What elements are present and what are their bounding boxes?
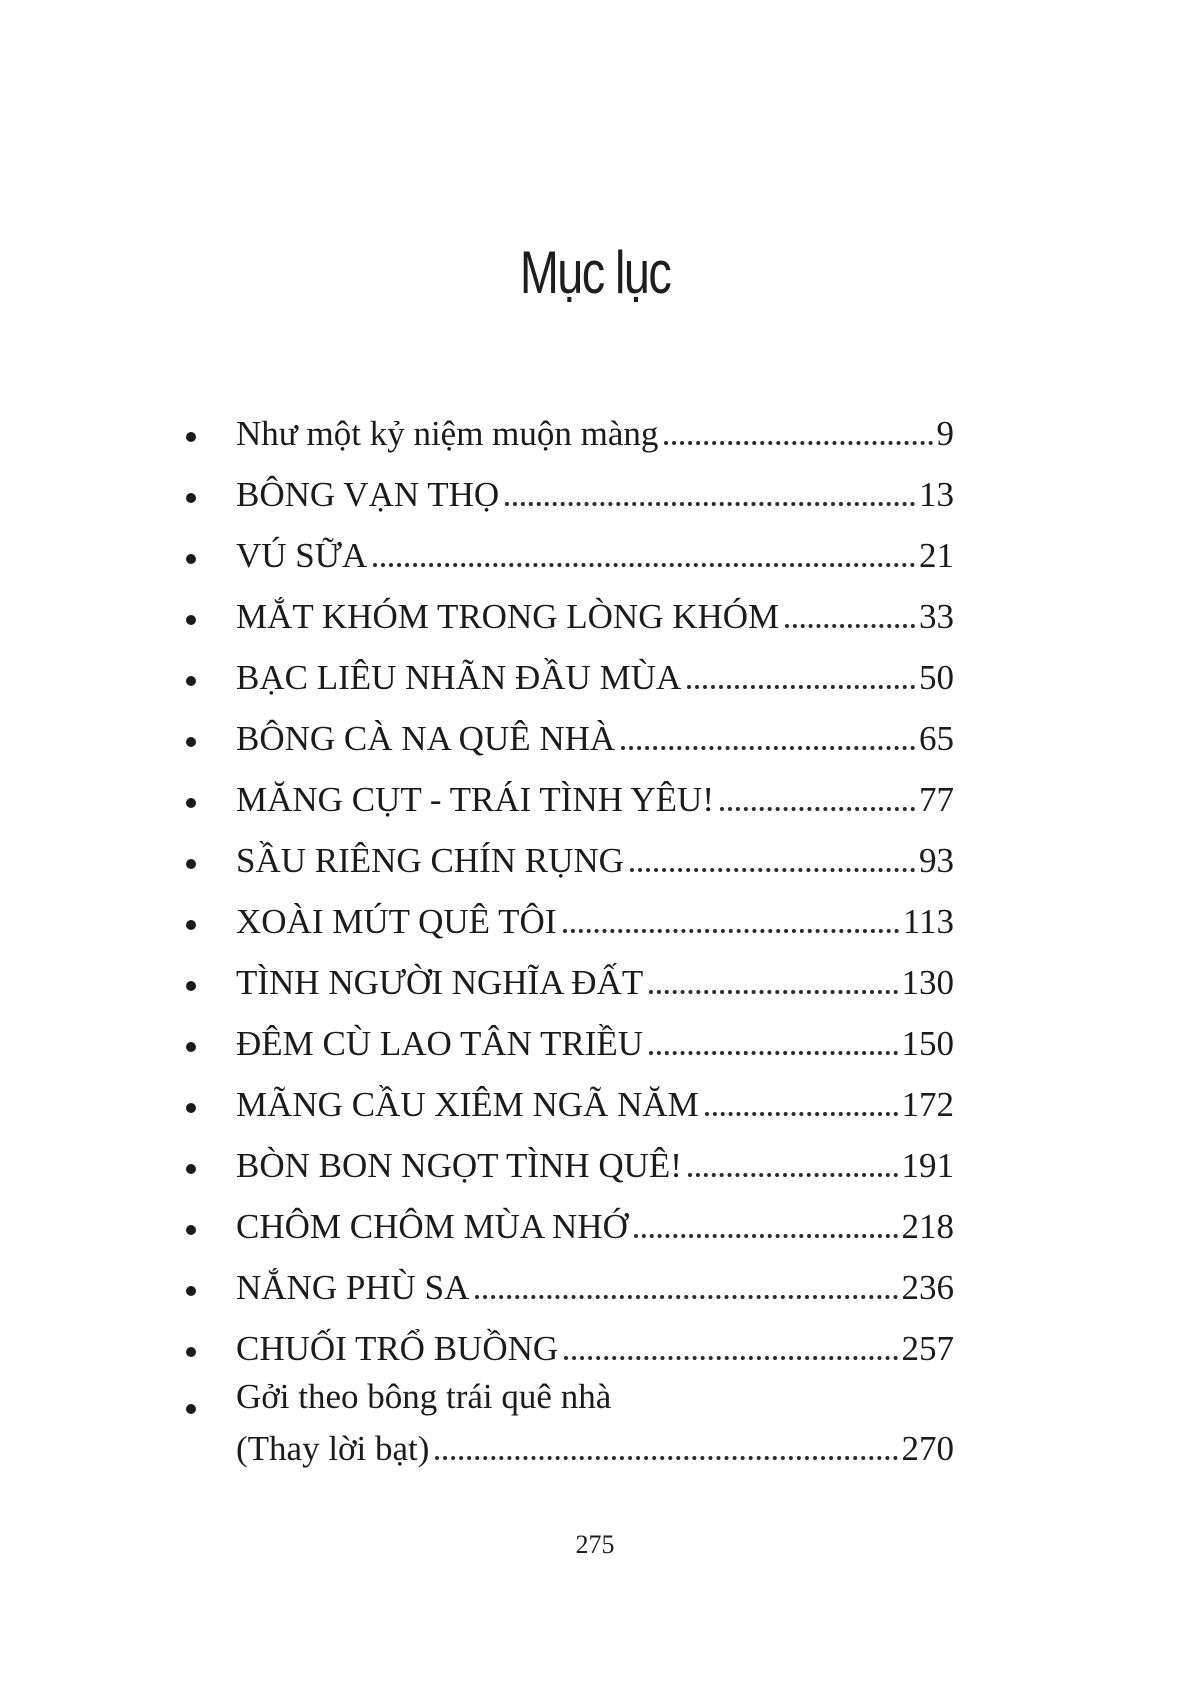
toc-entry-row (236, 1207, 954, 1247)
toc-entry (182, 454, 954, 515)
toc-entry (182, 576, 954, 637)
toc-entry-title: MĂNG CỤT - TRÁI TÌNH YÊU! (236, 780, 714, 819)
toc-entry-page: 93 (919, 841, 954, 880)
bullet-icon (186, 1347, 196, 1357)
toc-entry-row (236, 414, 954, 454)
dot-leader (687, 685, 915, 689)
toc-entry-title: BÔNG VẠN THỌ (236, 475, 500, 514)
toc-entry-page: 21 (919, 536, 954, 575)
dot-leader (634, 1234, 898, 1238)
dot-leader (688, 1173, 898, 1177)
dot-leader (563, 929, 899, 933)
toc-entry-page: 236 (901, 1268, 954, 1307)
bullet-icon (186, 920, 196, 930)
toc-entry-row (236, 902, 954, 942)
dot-leader (621, 746, 915, 750)
bullet-icon (186, 981, 196, 991)
dot-leader (649, 990, 897, 994)
toc-entry-title-line2: (Thay lời bạt) (236, 1429, 430, 1468)
toc-entry-page: 77 (919, 780, 954, 819)
dot-leader (785, 624, 915, 628)
bullet-icon (186, 1225, 196, 1235)
toc-entry-page: 130 (901, 963, 954, 1002)
dot-leader (630, 868, 915, 872)
toc-entry-row (236, 658, 954, 698)
bullet-icon (186, 615, 196, 625)
bullet-icon (186, 859, 196, 869)
toc-entry-title: MÃNG CẦU XIÊM NGÃ NĂM (236, 1085, 699, 1124)
toc-entry (182, 1308, 954, 1369)
toc-entry-title: MẮT KHÓM TRONG LÒNG KHÓM (236, 597, 780, 636)
bullet-icon (186, 676, 196, 686)
dot-leader (373, 563, 915, 567)
dot-leader (720, 807, 915, 811)
toc-entry (182, 637, 954, 698)
toc-entry-title: TÌNH NGƯỜI NGHĨA ĐẤT (236, 963, 644, 1002)
bullet-icon (186, 1404, 196, 1414)
toc-entry-row (236, 1024, 954, 1064)
toc-entry-row (236, 1329, 954, 1369)
bullet-icon (186, 1286, 196, 1296)
toc-entry-page: 218 (901, 1207, 954, 1246)
toc-entry-page: 172 (901, 1085, 954, 1124)
toc-entry-row (236, 1085, 954, 1125)
toc-entry-title: VÚ SỮA (236, 536, 368, 575)
dot-leader (475, 1295, 897, 1299)
page-title: Mục lục (519, 239, 671, 306)
toc-entry-page: 50 (919, 658, 954, 697)
dot-leader (649, 1051, 897, 1055)
bullet-icon (186, 1103, 196, 1113)
toc-entry-title-line1: Gởi theo bông trái quê nhà (236, 1377, 612, 1416)
toc-entry-row (236, 536, 954, 576)
toc-entry (182, 820, 954, 881)
toc-entry (182, 698, 954, 759)
toc-entry-page: 13 (919, 475, 954, 514)
toc-entry-page: 191 (901, 1146, 954, 1185)
bullet-icon (186, 798, 196, 808)
table-of-contents (182, 393, 954, 1481)
toc-entry-row (236, 719, 954, 759)
toc-entry-title: ĐÊM CÙ LAO TÂN TRIỀU (236, 1024, 644, 1063)
toc-entry (182, 942, 954, 1003)
toc-entry-title: CHUỐI TRỔ BUỒNG (236, 1329, 559, 1368)
bullet-icon (186, 1042, 196, 1052)
toc-entry (182, 1186, 954, 1247)
dot-leader (705, 1112, 898, 1116)
bullet-icon (186, 554, 196, 564)
toc-entry-title: SẦU RIÊNG CHÍN RỤNG (236, 841, 624, 880)
toc-entry-page: 113 (902, 902, 954, 941)
toc-entry (182, 393, 954, 454)
toc-entry-page: 65 (919, 719, 954, 758)
toc-entry-title: XOÀI MÚT QUÊ TÔI (236, 902, 557, 941)
toc-entry (182, 1247, 954, 1308)
toc-entry-row (236, 1146, 954, 1186)
bullet-icon (186, 1164, 196, 1174)
toc-entry-title: CHÔM CHÔM MÙA NHỚ (236, 1207, 628, 1246)
page-number: 275 (575, 1530, 615, 1559)
toc-entry-line2 (236, 1429, 954, 1469)
toc-entry-last (182, 1369, 954, 1481)
dot-leader (564, 1356, 897, 1360)
toc-entry-page: 270 (901, 1429, 954, 1468)
toc-entry (182, 515, 954, 576)
dot-leader (505, 502, 915, 506)
toc-entry-row (236, 597, 954, 637)
dot-leader (435, 1456, 897, 1460)
toc-entry-page: 9 (936, 414, 954, 453)
dot-leader (664, 441, 932, 445)
toc-entry-title: BẠC LIÊU NHÃN ĐẦU MÙA (236, 658, 682, 697)
toc-entry-page: 33 (919, 597, 954, 636)
bullet-icon (186, 432, 196, 442)
toc-entry-title: BÔNG CÀ NA QUÊ NHÀ (236, 719, 616, 758)
toc-entry-row (236, 780, 954, 820)
toc-entry (182, 1064, 954, 1125)
toc-entry (182, 759, 954, 820)
toc-entry (182, 1125, 954, 1186)
toc-entry-row (236, 475, 954, 515)
toc-entry-page: 257 (901, 1329, 954, 1368)
toc-entry (182, 881, 954, 942)
bullet-icon (186, 493, 196, 503)
toc-entry-row (236, 841, 954, 881)
toc-entry-row (236, 1268, 954, 1308)
toc-entry-title: BÒN BON NGỌT TÌNH QUÊ! (236, 1146, 682, 1185)
toc-entry-title: Như một kỷ niệm muộn màng (236, 414, 659, 453)
toc-entry-page: 150 (901, 1024, 954, 1063)
bullet-icon (186, 737, 196, 747)
toc-entry (182, 1003, 954, 1064)
toc-entry-title: NẮNG PHÙ SA (236, 1268, 470, 1307)
toc-entry-row (236, 963, 954, 1003)
